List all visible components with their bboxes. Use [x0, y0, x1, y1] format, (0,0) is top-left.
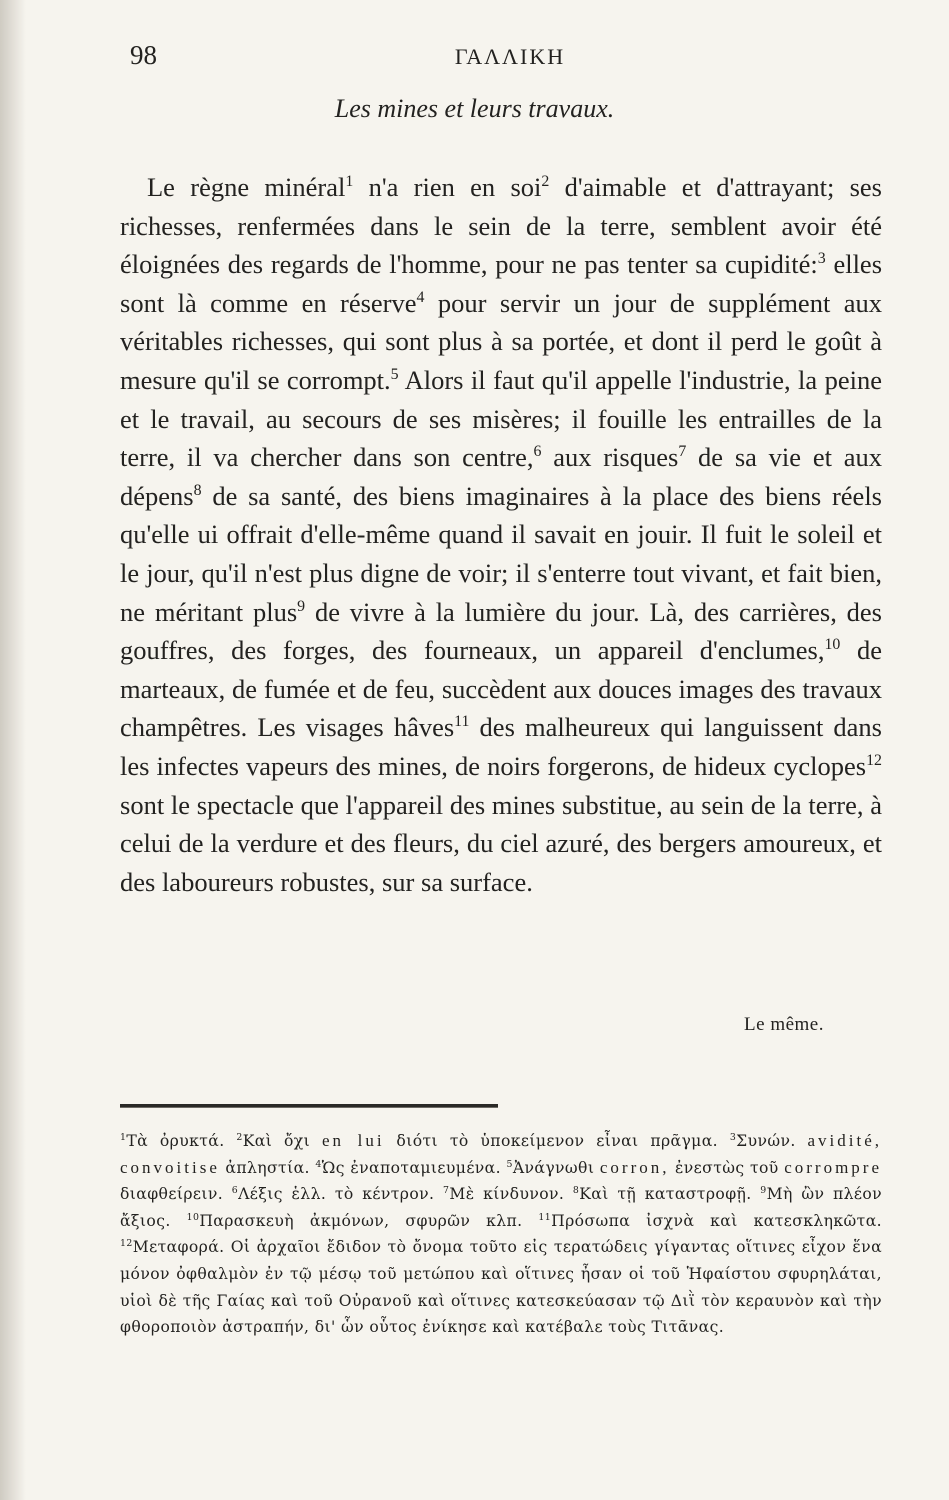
footnote [232, 1185, 435, 1203]
footnote-french-term: corron, [599, 1157, 670, 1177]
body-text-run: de marteaux, de fumée et de feu, succèdent aux douces images des travaux champêtres. Les visages hâves [120, 635, 882, 743]
body-text-run: sont le spectacle que l'appareil des mines substitue, au sein de la terre, à celui de la verdure et des fleurs, du ciel azuré, des bergers amoureux, et des laboureurs robustes, sur sa surface. [120, 789, 882, 897]
footnote-number: 2 [236, 1131, 243, 1143]
footnote-number: 10 [186, 1211, 200, 1223]
footnote [573, 1185, 752, 1203]
footnote-ref: 10 [824, 636, 841, 654]
footnote-number: 6 [231, 1185, 239, 1196]
footnote-text: Τὰ ὀρυκτά. [126, 1132, 225, 1150]
footnote-ref: 4 [416, 288, 425, 306]
footnote-text: διαφθείρειν. [120, 1185, 224, 1204]
footnote-number: 9 [760, 1185, 767, 1196]
footnote-ref: 7 [678, 443, 687, 461]
footnote [120, 1132, 225, 1150]
footnote [538, 1212, 882, 1230]
footnote-text: Καὶ ὄχι [242, 1132, 322, 1150]
body-text-run: Le règne minéral [147, 172, 346, 202]
body-text-run: de sa vie et aux dépens [120, 442, 882, 511]
footnote-ref: 11 [454, 713, 470, 731]
footnote-french-term: en lui [321, 1131, 385, 1150]
body-text-run: pour servir un jour de supplément aux véritables richesses, qui sont plus à sa portée, et dont il perd le goût à mesure qu'il se corrompt. [120, 287, 882, 395]
footnote-text: Ἀνάγνωθι [512, 1158, 600, 1177]
footnote [187, 1212, 523, 1230]
footnote-number: 8 [572, 1185, 580, 1196]
footnote-text: διότι τὸ ὑποκείμενον εἶναι πρᾶγμα. [384, 1132, 719, 1150]
body-text-run: de vivre à la lumière du jour. Là, des carrières, des gouffres, des forges, des fourneaux, un appareil d'enclumes, [120, 596, 882, 666]
footnote-text: Μὴ ὢν πλέον ἄξιος. [120, 1185, 883, 1230]
footnote-ref: 6 [533, 443, 542, 461]
footnote [315, 1159, 501, 1177]
footnote-number: 1 [120, 1131, 127, 1143]
footnote-number: 11 [538, 1211, 552, 1223]
running-head: ΓΑΛΛΙΚΗ [454, 44, 566, 69]
footnote [120, 1238, 882, 1336]
footnote-text: Πρόσωπα ἰσχνὰ καὶ κατεσκληκῶτα. [551, 1211, 882, 1230]
footnote-text: Καὶ τῇ καταστροφῇ. [579, 1185, 752, 1204]
footnote [236, 1132, 718, 1150]
footnote-ref: 9 [297, 597, 306, 615]
footnote-number: 4 [315, 1158, 322, 1170]
body-text-run: elles sont là comme en réserve [120, 249, 883, 318]
body-text-run: des malheureux qui languissent dans les infectes vapeurs des mines, de noirs forgerons, de hideux cyclopes [120, 712, 882, 781]
page-edge-shadow [0, 0, 26, 1500]
body-text-run: Alors il faut qu'il appelle l'industrie, la peine et le travail, au secours de ses misères; il fouille les entrailles de la terre, il va chercher dans son centre, [120, 364, 882, 473]
footnote-ref: 3 [817, 250, 826, 268]
footnote-ref: 5 [390, 366, 399, 384]
footnote-text: Μεταφορά. Οἱ ἀρχαῖοι ἔδιδον τὸ ὄνομα τοῦτο εἰς τερατώδεις γίγαντας οἵτινες εἶχον ἕνα μόνον ὀφθαλμὸν ἐν τῷ μέσῳ τοῦ μετώπου καὶ οἵτινες ἦσαν οἱ τοῦ Ἡφαίστου σφυρηλάται, υἱοὶ δὲ τῆς Γαίας καὶ τοῦ Οὐρανοῦ καὶ οἵτινες κατεσκεύασαν τῷ Διῒ τὸν κεραυνὸν καὶ τὴν φθοροποιὸν ἀστραπήν, δι' ὧν οὗτος ἐνίκησε καὶ κατέβαλε τοὺς Τιτᾶνας. [120, 1238, 882, 1337]
footnote-ref: 2 [541, 173, 550, 191]
body-text-run: n'a rien en soi [353, 172, 542, 202]
page-header [130, 40, 890, 80]
page-number: 98 [130, 40, 157, 70]
footnote-french-term: corrompre [784, 1157, 883, 1177]
footnote-text: ἀπληστία. [219, 1158, 310, 1177]
footnote-ref: 1 [345, 173, 354, 191]
signature: Le même. [744, 1014, 824, 1035]
body-text-run: de sa santé, des biens imaginaires à la place des biens réels qu'elle ui offrait d'elle-même quand il savait en jouir. Il fuit le soleil et le jour, qu'il n'est plus digne de voir; il s'enterre tout vivant, et fait bien, ne méritant plus [120, 480, 882, 627]
footnote-divider [120, 1104, 498, 1108]
body-text-run: d'aimable et d'attrayant; ses richesses, renfermées dans le sein de la terre, semblent avoir été éloignées des regards de l'homme, pour ne pas tenter sa cupidité: [120, 172, 882, 280]
footnote-number: 7 [443, 1185, 450, 1196]
footnote-text: Λέξις ἑλλ. τὸ κέντρον. [238, 1185, 435, 1204]
footnote-text: Μὲ κίνδυνον. [449, 1185, 565, 1204]
footnote-french-term: avidité, convoitise [120, 1131, 883, 1177]
footnote-ref: 8 [193, 481, 202, 499]
footnote-text: ἐνεστὼς τοῦ [669, 1158, 785, 1177]
footnote-text: Ὡς ἐναποταμιευμένα. [321, 1158, 501, 1177]
footnote-number: 5 [506, 1158, 513, 1170]
footnote-number: 12 [120, 1238, 133, 1250]
body-text-run: aux risques [541, 442, 679, 473]
body-paragraph [120, 168, 882, 901]
footnote-text: Συνών. [736, 1132, 808, 1150]
section-title: Les mines et leurs travaux. [334, 94, 615, 123]
footnotes [120, 1128, 882, 1341]
footnote [443, 1185, 564, 1203]
footnote-ref: 12 [866, 752, 882, 770]
footnote-text: Παρασκευὴ ἀκμόνων, σφυρῶν κλπ. [199, 1211, 523, 1230]
footnote-number: 3 [729, 1131, 737, 1143]
